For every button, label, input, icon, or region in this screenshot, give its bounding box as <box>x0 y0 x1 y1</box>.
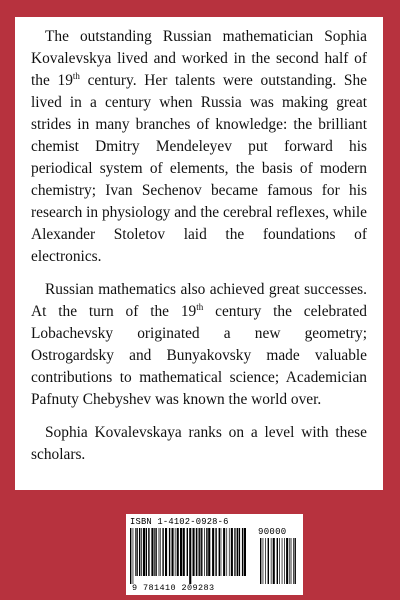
barcode-bar <box>196 528 197 576</box>
barcode-bar <box>141 528 142 576</box>
barcode-bar <box>159 528 160 576</box>
barcode-bar <box>146 528 147 576</box>
barcode-bar <box>277 538 278 584</box>
barcode-bar <box>226 528 227 576</box>
paragraph-1 <box>31 26 367 268</box>
barcode-bar <box>221 528 222 576</box>
barcode-bar <box>154 528 155 576</box>
paragraph-1-superscript: th <box>72 70 80 81</box>
barcode-bar <box>273 538 275 584</box>
barcode-bar <box>148 528 149 576</box>
isbn-label: ISBN 1-4102-0928-6 <box>130 517 229 527</box>
paragraph-3 <box>31 422 367 466</box>
barcode-bar <box>212 528 214 576</box>
addon-barcode <box>260 538 299 584</box>
barcode-bar <box>201 528 202 576</box>
barcode-bar <box>293 538 294 584</box>
barcode-bar <box>244 528 246 576</box>
barcode-bar <box>143 528 145 576</box>
barcode-bar <box>268 538 269 584</box>
barcode-bar <box>215 528 216 576</box>
barcode-bar <box>282 538 283 584</box>
paragraph-1-text-cont: century. Her talents were outstanding. She lived in a century when Russia was making great strides in many branches of knowledge: the brilliant chemist Dmitry Mendeleyev put forward his periodical system of elements, the basis of modern chemistry; Ivan Sechenov became famous for his research in physiology and the cerebral reflexes, while Alexander Stoletov laid the foundations of electronics. <box>31 72 367 265</box>
barcode-bar <box>155 528 156 576</box>
ean-barcode <box>130 528 248 584</box>
barcode-bar <box>189 528 191 584</box>
barcode-bar <box>237 528 238 576</box>
addon-digits: 90000 <box>258 527 287 537</box>
barcode-bar <box>239 528 240 576</box>
barcode-bar <box>169 528 170 576</box>
barcode-bar <box>260 538 261 584</box>
barcode-bar <box>136 528 137 576</box>
barcode-bar <box>295 538 296 584</box>
barcode-bar <box>133 528 134 584</box>
paragraph-1-text: The outstanding Russian mathematician Sophia Kovalevskya lived and worked in the second half of the 19 <box>31 28 367 89</box>
text-panel <box>15 17 383 490</box>
barcode-bar <box>229 528 230 576</box>
barcode-bar <box>291 538 292 584</box>
barcode-bar <box>177 528 179 576</box>
barcode-bar <box>130 528 131 584</box>
barcode-bar <box>204 528 205 576</box>
barcode-bar <box>265 538 266 584</box>
barcode-bar <box>208 528 210 576</box>
barcode-bar <box>242 528 243 576</box>
barcode-box <box>126 514 303 595</box>
barcode-bar <box>180 528 182 576</box>
paragraph-3-text: Sophia Kovalevskaya ranks on a level with these scholars. <box>31 424 367 463</box>
barcode-bar <box>160 528 161 576</box>
barcode-bar <box>223 528 225 576</box>
barcode-bar <box>271 538 272 584</box>
barcode-bar <box>206 528 207 576</box>
barcode-bar <box>284 538 285 584</box>
barcode-bar <box>135 528 136 576</box>
barcode-bar <box>279 538 280 584</box>
barcode-bar <box>165 528 167 576</box>
barcode-bar <box>172 528 174 576</box>
barcode-bar <box>231 528 233 576</box>
barcode-bar <box>151 528 153 576</box>
barcode-bar <box>193 528 195 576</box>
barcode-bar <box>187 528 188 576</box>
ean-digits: 9 781410 209283 <box>132 583 215 593</box>
barcode-bar <box>263 538 264 584</box>
barcode-bar <box>235 528 236 576</box>
barcode-bar <box>139 528 140 576</box>
paragraph-2-superscript: th <box>196 301 204 312</box>
barcode-bar <box>162 528 163 576</box>
barcode-bar <box>286 538 288 584</box>
barcode-bar <box>175 528 176 576</box>
barcode-bar <box>289 538 290 584</box>
barcode-bar <box>219 528 220 576</box>
barcode-bars-row <box>130 528 299 584</box>
paragraph-2 <box>31 279 367 411</box>
paragraph-2-text: Russian mathematics also achieved great successes. At the turn of the 19 <box>31 281 367 320</box>
barcode-bar <box>198 528 199 576</box>
barcode-bar <box>183 528 185 576</box>
barcode-bar <box>234 528 235 576</box>
paragraph-2-text-cont: century the celebrated Lobachevsky originated a new geometry; Ostrogardsky and Bunyakovsky made valuable contributions to mathematical science; Academician Pafnuty Chebyshev was known the world over. <box>31 303 367 408</box>
barcode-bar <box>199 528 200 576</box>
